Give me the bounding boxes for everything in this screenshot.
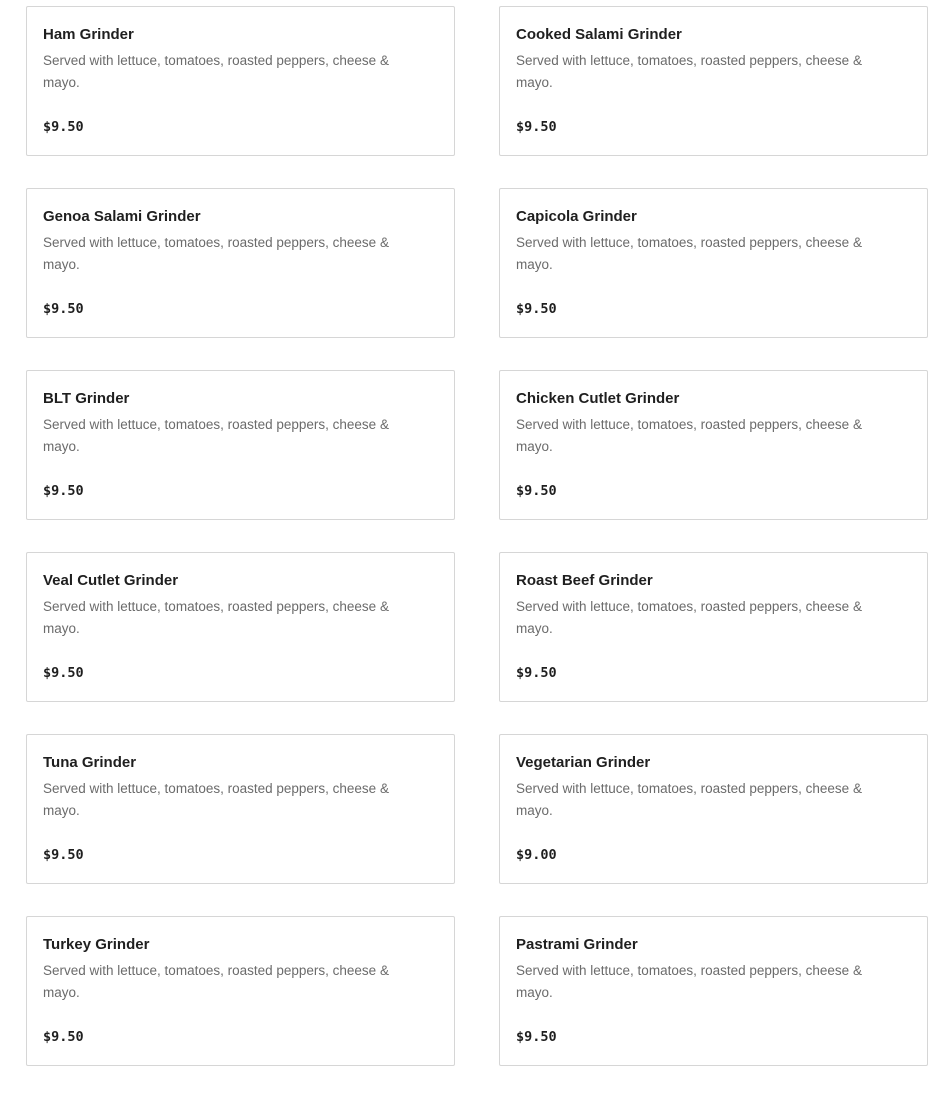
- menu-item-name: Veal Cutlet Grinder: [43, 572, 179, 589]
- menu-item-card[interactable]: [499, 734, 928, 884]
- menu-item-name: Ham Grinder: [43, 26, 134, 43]
- menu-item-description: Served with lettuce, tomatoes, roasted peppers, cheese & mayo.: [43, 417, 389, 454]
- menu-item-card[interactable]: [499, 188, 928, 338]
- menu-item-price: $9.50: [516, 301, 557, 317]
- menu-item-price: $9.50: [43, 665, 84, 681]
- menu-item-price: $9.50: [43, 483, 84, 499]
- menu-item-name: Cooked Salami Grinder: [516, 26, 682, 43]
- menu-item-name: Roast Beef Grinder: [516, 572, 653, 589]
- menu-item-price: $9.50: [43, 1029, 84, 1045]
- menu-item-price: $9.50: [516, 119, 557, 135]
- menu-item-price: $9.50: [43, 847, 84, 863]
- menu-item-card[interactable]: [26, 916, 455, 1066]
- menu-item-description: Served with lettuce, tomatoes, roasted peppers, cheese & mayo.: [516, 417, 862, 454]
- menu-item-name: Turkey Grinder: [43, 936, 150, 953]
- menu-item-description: Served with lettuce, tomatoes, roasted peppers, cheese & mayo.: [516, 53, 862, 90]
- menu-item-card[interactable]: [499, 6, 928, 156]
- menu-item-description: Served with lettuce, tomatoes, roasted peppers, cheese & mayo.: [516, 963, 862, 1000]
- menu-item-price: $9.50: [516, 483, 557, 499]
- menu-item-card[interactable]: [26, 734, 455, 884]
- menu-item-name: Pastrami Grinder: [516, 936, 638, 953]
- menu-item-description: Served with lettuce, tomatoes, roasted peppers, cheese & mayo.: [516, 235, 862, 272]
- menu-item-description: Served with lettuce, tomatoes, roasted peppers, cheese & mayo.: [43, 599, 389, 636]
- menu-item-description: Served with lettuce, tomatoes, roasted peppers, cheese & mayo.: [43, 53, 389, 90]
- menu-item-price: $9.50: [43, 119, 84, 135]
- menu-item-card[interactable]: [499, 370, 928, 520]
- menu-item-description: Served with lettuce, tomatoes, roasted peppers, cheese & mayo.: [516, 781, 862, 818]
- menu-item-description: Served with lettuce, tomatoes, roasted peppers, cheese & mayo.: [516, 599, 862, 636]
- menu-item-name: Vegetarian Grinder: [516, 754, 651, 771]
- menu-item-description: Served with lettuce, tomatoes, roasted peppers, cheese & mayo.: [43, 963, 389, 1000]
- menu-item-description: Served with lettuce, tomatoes, roasted peppers, cheese & mayo.: [43, 781, 389, 818]
- menu-item-name: Tuna Grinder: [43, 754, 137, 771]
- menu-item-card[interactable]: [499, 552, 928, 702]
- menu-item-price: $9.50: [43, 301, 84, 317]
- menu-item-price: $9.50: [516, 665, 557, 681]
- menu-item-card[interactable]: [499, 916, 928, 1066]
- menu-item-name: Capicola Grinder: [516, 208, 637, 225]
- menu-item-card[interactable]: [26, 552, 455, 702]
- menu-item-description: Served with lettuce, tomatoes, roasted peppers, cheese & mayo.: [43, 235, 389, 272]
- menu-item-card[interactable]: [26, 6, 455, 156]
- menu-item-card[interactable]: [26, 188, 455, 338]
- menu-item-price: $9.50: [516, 1029, 557, 1045]
- menu-item-price: $9.00: [516, 847, 557, 863]
- menu-item-name: BLT Grinder: [43, 390, 130, 407]
- menu-item-name: Chicken Cutlet Grinder: [516, 390, 680, 407]
- menu-item-name: Genoa Salami Grinder: [43, 208, 201, 225]
- menu-item-card[interactable]: [26, 370, 455, 520]
